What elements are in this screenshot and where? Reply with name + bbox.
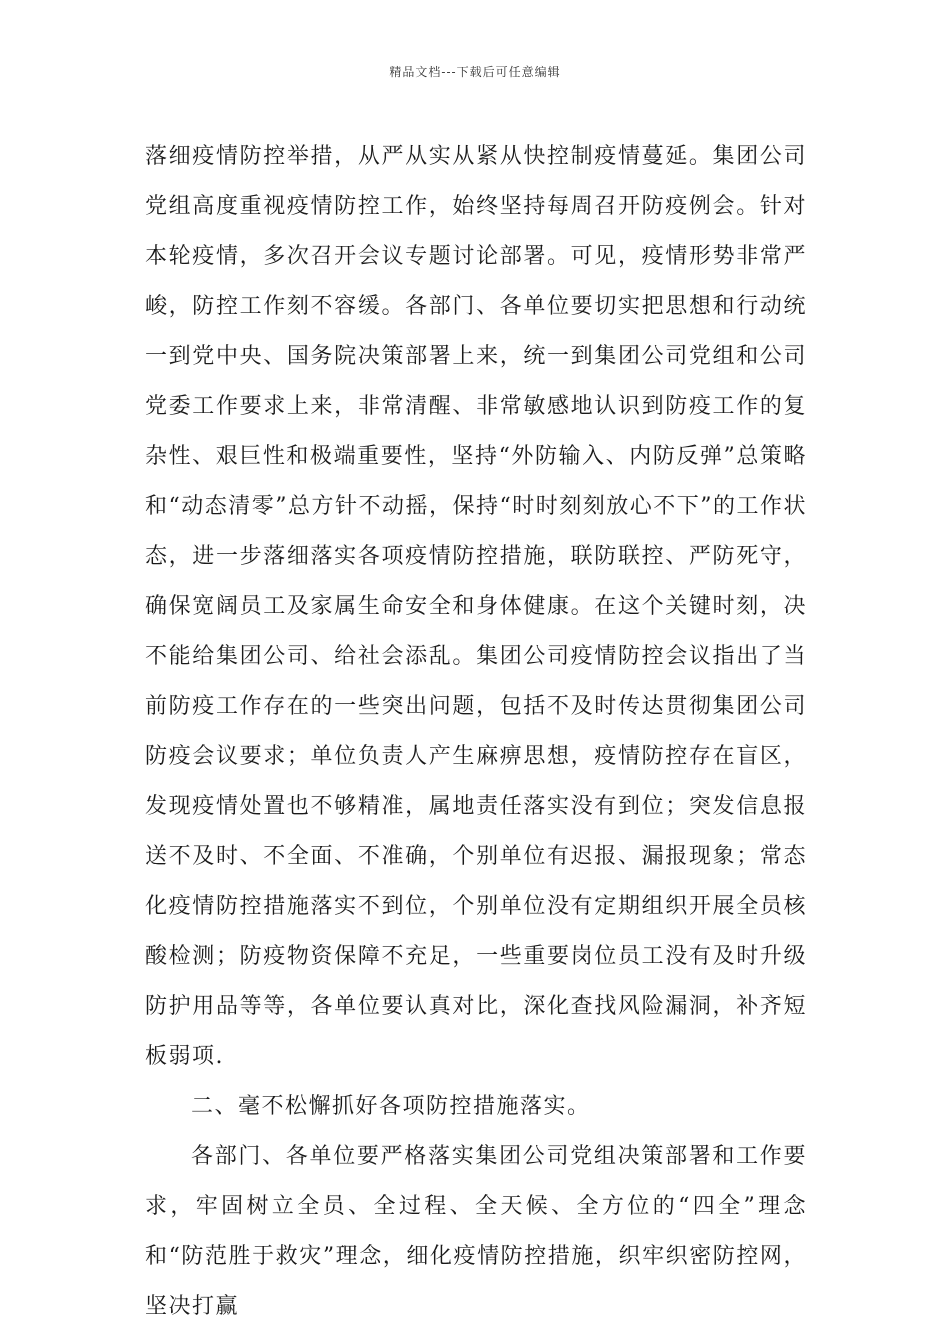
document-body (145, 132, 807, 1332)
body-paragraph-continuation: 落细疫情防控举措，从严从实从紧从快控制疫情蔓延。集团公司党组高度重视疫情防控工作，始终坚持每周召开防疫例会。针对本轮疫情，多次召开会议专题讨论部署。可见，疫情形势非常严峻，防控工作刻不容缓。各部门、各单位要切实把思想和行动统一到党中央、国务院决策部署上来，统一到集团公司党组和公司党委工作要求上来，非常清醒、非常敏感地认识到防疫工作的复杂性、艰巨性和极端重要性，坚持“外防输入、内防反弹”总策略和“动态清零”总方针不动摇，保持“时时刻刻放心不下”的工作状态，进一步落细落实各项疫情防控措施，联防联控、严防死守，确保宽阔员工及家属生命安全和身体健康。在这个关键时刻，决不能给集团公司、给社会添乱。集团公司疫情防控会议指出了当前防疫工作存在的一些突出问题，包括不及时传达贯彻集团公司防疫会议要求；单位负责人产生麻痹思想，疫情防控存在盲区，发现疫情处置也不够精准，属地责任落实没有到位；突发信息报送不及时、不全面、不准确，个别单位有迟报、漏报现象；常态化疫情防控措施落实不到位，个别单位没有定期组织开展全员核酸检测；防疫物资保障不充足，一些重要岗位员工没有及时升级防护用品等等，各单位要认真对比，深化查找风险漏洞，补齐短板弱项. (145, 144, 807, 1069)
body-paragraph: 各部门、各单位要严格落实集团公司党组决策部署和工作要求，牢固树立全员、全过程、全天候、全方位的“四全”理念和“防范胜于救灾”理念，细化疫情防控措施，织牢织密防控网，坚决打赢 (145, 1144, 807, 1319)
section-heading: 二、毫不松懈抓好各项防控措施落实。 (191, 1094, 591, 1119)
page-header: 精品文档---下载后可任意编辑 (389, 65, 561, 79)
